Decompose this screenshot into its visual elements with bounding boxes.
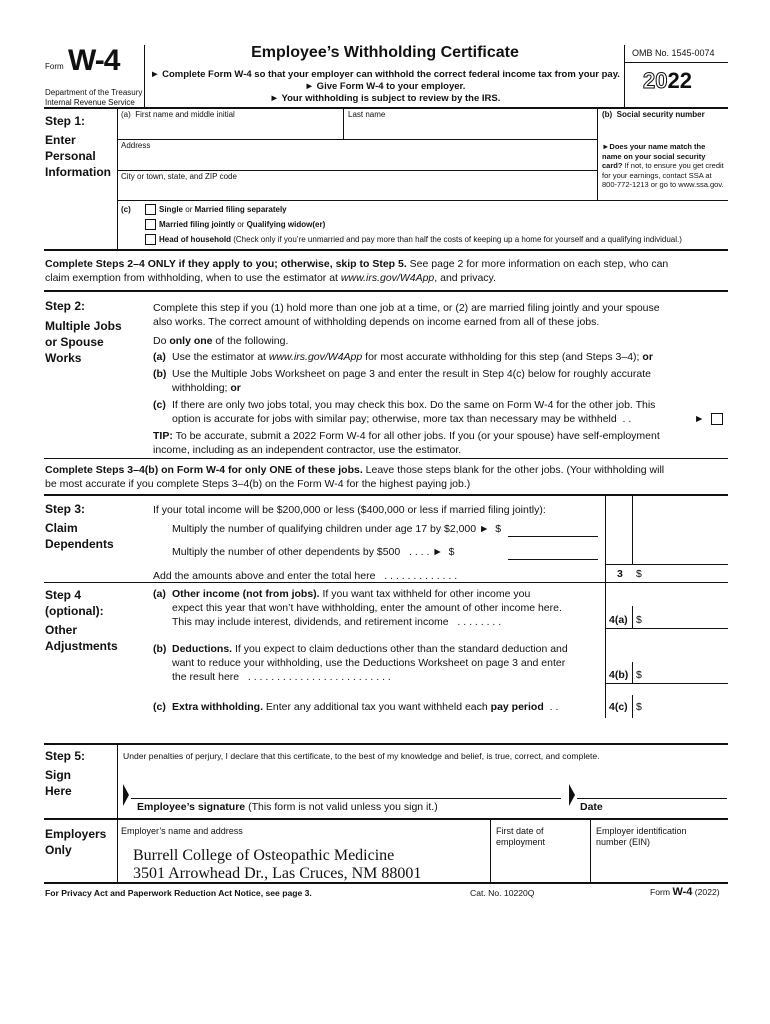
employers-title-1: Employers (45, 827, 107, 841)
ein-label: Employer identification number (EIN) (596, 826, 687, 847)
signature-arrow (123, 784, 129, 806)
step4-title-2: Adjustments (45, 639, 118, 653)
form-title: Employee’s Withholding Certificate (251, 44, 519, 61)
employers-title-2: Only (45, 843, 72, 857)
line-4a-dollar: $ (636, 614, 642, 626)
employer-name-value[interactable]: Burrell College of Osteopathic Medicine (133, 847, 395, 864)
step4b-tag: (b) (153, 643, 167, 655)
note-steps-2-4: Complete Steps 2–4 ONLY if they apply to you; otherwise, skip to Step 5. See page 2 for more information on each step, who can claim exemption from withholding, when to use the estimator at www.irs.gov/W4App, and privacy. (45, 258, 669, 284)
step2-title-3: Works (45, 351, 82, 365)
tax-year-outline: 20 (643, 68, 668, 93)
line-4c-input[interactable] (646, 701, 726, 714)
step5-title-1: Sign (45, 768, 71, 782)
step3-children-line: Multiply the number of qualifying children under age 17 by $2,000 ► $ (172, 523, 502, 535)
first-date-label: First date of employment (496, 826, 546, 847)
step2-label: Step 2: (45, 299, 86, 313)
step1-title-1: Enter (45, 133, 76, 147)
step3-label: Step 3: (45, 502, 86, 516)
step2a-tag: (a) (153, 351, 166, 363)
filing-status-tag: (c) (121, 205, 131, 214)
step4a-text: Other income (not from jobs). If you want tax withheld for other income you expect this year that won’t have withholding, enter the amount of other income here. This may include interest, dividends, and retirement income . . . . . . . . (172, 588, 562, 628)
dept-line-2: Internal Revenue Service (45, 98, 135, 107)
step2c-text: If there are only two jobs total, you may check this box. Do the same on Form W-4 for the other job. This option is accurate for jobs with similar pay; otherwise, more tax than necessary may be withheld . . (172, 399, 656, 425)
tax-year-bold: 22 (667, 68, 692, 93)
step4a-tag: (a) (153, 588, 166, 600)
step4-title-1: Other (45, 623, 78, 637)
single-checkbox[interactable] (145, 204, 156, 215)
ein-input[interactable] (596, 856, 724, 870)
signature-field[interactable] (131, 778, 561, 799)
catalog-number: Cat. No. 10220Q (470, 888, 535, 898)
step2-tip: TIP: To be accurate, submit a 2022 Form W-4 for all other jobs. If you (or your spouse) have self-employment income, including as an independent contractor, use the estimator. (153, 430, 660, 456)
step3-title-1: Claim (45, 521, 78, 535)
two-jobs-checkbox[interactable] (711, 413, 723, 425)
step4c-text: Extra withholding. Enter any additional tax you want withheld each pay period . . (172, 701, 559, 713)
instruction-1: ► Complete Form W-4 so that your employer can withhold the correct federal income tax from your pay. (150, 69, 620, 80)
note-steps-3-4b: Complete Steps 3–4(b) on Form W-4 for only ONE of these jobs. Leave those steps blank for the other jobs. (Your withholding will be most accurate if you complete Steps 3–4(b) on the Form W-4 for the highest paying job.) (45, 464, 665, 490)
date-arrow (569, 784, 575, 806)
first-name-input[interactable] (121, 122, 339, 136)
line-3-label: 3 (617, 568, 623, 580)
city-input[interactable] (121, 184, 591, 198)
first-name-label: (a) First name and middle initial (121, 110, 235, 119)
form-number: W-4 (68, 44, 120, 77)
step2b-text: Use the Multiple Jobs Worksheet on page 3 and enter the result in Step 4(c) below for roughly accurate withholding; or (172, 368, 651, 394)
step3-other-line: Multiply the number of other dependents by $500 . . . . ► $ (172, 546, 455, 558)
form-label: Form (45, 62, 64, 71)
qualifying-children-input[interactable] (518, 521, 596, 535)
perjury-statement: Under penalties of perjury, I declare that this certificate, to the best of my knowledge and belief, is true, correct, and complete. (123, 751, 600, 761)
step5-label: Step 5: (45, 749, 86, 763)
step1-title-3: Information (45, 165, 111, 179)
dept-line-1: Department of the Treasury (45, 88, 143, 97)
address-label: Address (121, 141, 151, 150)
omb-number: OMB No. 1545-0074 (632, 48, 715, 58)
step2c-arrow: ► (694, 413, 705, 425)
head-of-household-option: Head of household (Check only if you’re unmarried and pay more than half the costs of keeping up a home for yourself and a qualifying individual.) (159, 235, 682, 244)
step5-title-2: Here (45, 784, 72, 798)
line-4b-label: 4(b) (609, 669, 629, 681)
step4-label: Step 4 (45, 588, 82, 602)
step2c-tag: (c) (153, 399, 166, 411)
footer-form-id: Form W-4 (2022) (650, 886, 720, 898)
instruction-2: ► Give Form W-4 to your employer. (304, 81, 466, 92)
date-field[interactable] (577, 778, 727, 799)
step3-title-2: Dependents (45, 537, 114, 551)
head-of-household-checkbox[interactable] (145, 234, 156, 245)
line-4b-dollar: $ (636, 669, 642, 681)
step4b-text: Deductions. If you expect to claim deductions other than the standard deduction and want to reduce your withholding, use the Deductions Worksheet on page 3 and enter the result here . . . . . . . . . . . . . . . . . . . . . . . . . (172, 643, 568, 683)
ssn-label: (b) Social security number (602, 110, 705, 119)
ssn-input[interactable] (602, 122, 726, 136)
step2-title-2: or Spouse (45, 335, 104, 349)
step2-intro: Complete this step if you (1) hold more than one job at a time, or (2) are married filing jointly and your spouse also works. The correct amount of withholding depends on income earned from all of these jobs. (153, 302, 660, 328)
address-input[interactable] (121, 153, 591, 167)
employer-address-value[interactable]: 3501 Arrowhead Dr., Las Cruces, NM 88001 (133, 865, 422, 882)
city-label: City or town, state, and ZIP code (121, 172, 237, 181)
line-4a-input[interactable] (646, 614, 726, 627)
step2-do-one: Do only one of the following. (153, 335, 289, 347)
last-name-label: Last name (348, 110, 386, 119)
step3-total-line: Add the amounts above and enter the total here . . . . . . . . . . . . . (153, 570, 458, 582)
line-4c-dollar: $ (636, 701, 642, 713)
last-name-input[interactable] (348, 122, 593, 136)
line-4b-input[interactable] (646, 669, 726, 682)
married-jointly-option: Married filing jointly or Qualifying widow(er) (159, 220, 326, 229)
married-jointly-checkbox[interactable] (145, 219, 156, 230)
signature-label: Employee’s signature (This form is not valid unless you sign it.) (137, 801, 438, 813)
step1-title-2: Personal (45, 149, 96, 163)
step2-title-1: Multiple Jobs (45, 319, 122, 333)
line-3-dollar: $ (636, 568, 642, 580)
date-label: Date (580, 801, 603, 813)
step3-intro: If your total income will be $200,000 or less ($400,000 or less if married filing jointly): (153, 504, 546, 516)
line-4c-label: 4(c) (609, 701, 628, 713)
ssn-note: ►Does your name match the name on your social security card? If not, to ensure you get credit for your earnings, contact SSA at 800-772-1213 or go to www.ssa.gov. (602, 142, 724, 189)
other-dependents-input[interactable] (518, 544, 596, 558)
instruction-3: ► Your withholding is subject to review by the IRS. (269, 93, 501, 104)
step1-label: Step 1: (45, 114, 86, 128)
line-3-input[interactable] (646, 568, 726, 581)
step4c-tag: (c) (153, 701, 166, 713)
step2a-text: Use the estimator at www.irs.gov/W4App for most accurate withholding for this step (and Steps 3–4); or (172, 351, 653, 363)
tax-year (643, 68, 692, 94)
first-date-input[interactable] (496, 856, 584, 870)
line-4a-label: 4(a) (609, 614, 628, 626)
employer-name-label: Employer’s name and address (121, 826, 243, 836)
privacy-notice: For Privacy Act and Paperwork Reduction Act Notice, see page 3. (45, 888, 312, 898)
single-option: Single or Married filing separately (159, 205, 287, 214)
step4-label-optional: (optional): (45, 604, 104, 618)
step2b-tag: (b) (153, 368, 167, 380)
